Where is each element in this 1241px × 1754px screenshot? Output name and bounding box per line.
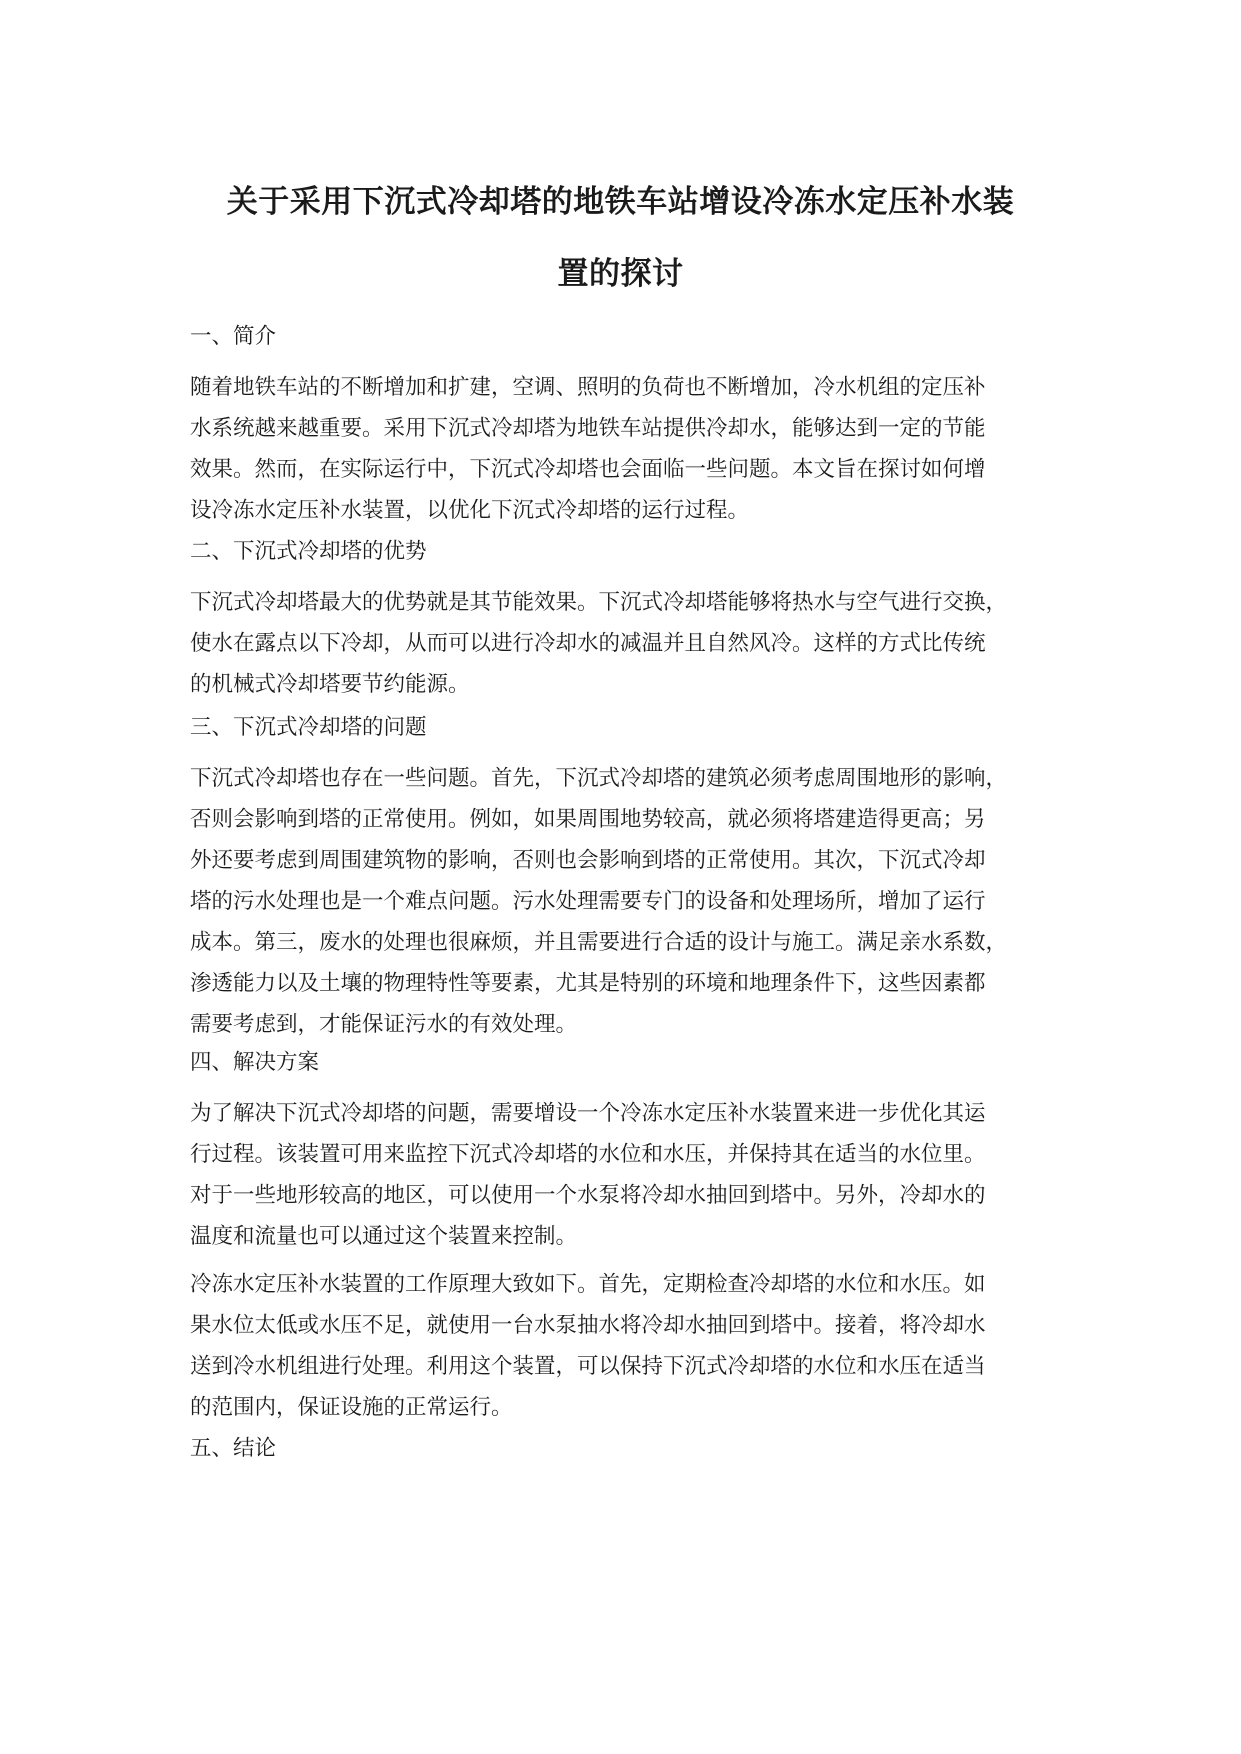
paragraph-line: 否则会影响到塔的正常使用。例如，如果周围地势较高，就必须将塔建造得更高；另 bbox=[190, 807, 986, 832]
document-title-line-1: 关于采用下沉式冷却塔的地铁车站增设冷冻水定压补水装 bbox=[226, 184, 1015, 220]
section-heading-solution: 四、解决方案 bbox=[190, 1050, 320, 1075]
paragraph-line: 下沉式冷却塔最大的优势就是其节能效果。下沉式冷却塔能够将热水与空气进行交换， bbox=[190, 590, 1008, 615]
paragraph-advantages bbox=[190, 582, 1070, 705]
paragraph-line: 渗透能力以及土壤的物理特性等要素，尤其是特别的环境和地理条件下，这些因素都 bbox=[190, 971, 986, 996]
paragraph-line: 外还要考虑到周围建筑物的影响，否则也会影响到塔的正常使用。其次，下沉式冷却 bbox=[190, 848, 986, 873]
paragraph-line: 水系统越来越重要。采用下沉式冷却塔为地铁车站提供冷却水，能够达到一定的节能 bbox=[190, 416, 986, 441]
paragraph-line: 使水在露点以下冷却，从而可以进行冷却水的减温并且自然风冷。这样的方式比传统 bbox=[190, 631, 986, 656]
paragraph-line: 塔的污水处理也是一个难点问题。污水处理需要专门的设备和处理场所，增加了运行 bbox=[190, 889, 986, 914]
section-heading-intro: 一、简介 bbox=[190, 324, 277, 349]
paragraph-intro bbox=[190, 367, 1070, 531]
paragraph-line: 随着地铁车站的不断增加和扩建，空调、照明的负荷也不断增加，冷水机组的定压补 bbox=[190, 375, 986, 400]
paragraph-line: 为了解决下沉式冷却塔的问题，需要增设一个冷冻水定压补水装置来进一步优化其运 bbox=[190, 1101, 986, 1126]
paragraph-line: 果水位太低或水压不足，就使用一台水泵抽水将冷却水抽回到塔中。接着，将冷却水 bbox=[190, 1313, 986, 1338]
document-title-line-2: 置的探讨 bbox=[557, 256, 684, 292]
paragraph-line: 效果。然而，在实际运行中，下沉式冷却塔也会面临一些问题。本文旨在探讨如何增 bbox=[190, 457, 986, 482]
paragraph-solution-2 bbox=[190, 1264, 1070, 1428]
paragraph-line: 冷冻水定压补水装置的工作原理大致如下。首先，定期检查冷却塔的水位和水压。如 bbox=[190, 1272, 986, 1297]
paragraph-line: 对于一些地形较高的地区，可以使用一个水泵将冷却水抽回到塔中。另外，冷却水的 bbox=[190, 1183, 986, 1208]
paragraph-line: 成本。第三，废水的处理也很麻烦，并且需要进行合适的设计与施工。满足亲水系数， bbox=[190, 930, 1008, 955]
section-heading-problems: 三、下沉式冷却塔的问题 bbox=[190, 715, 427, 740]
paragraph-line: 行过程。该装置可用来监控下沉式冷却塔的水位和水压，并保持其在适当的水位里。 bbox=[190, 1142, 986, 1167]
paragraph-line: 的机械式冷却塔要节约能源。 bbox=[190, 672, 470, 697]
paragraph-line: 设冷冻水定压补水装置，以优化下沉式冷却塔的运行过程。 bbox=[190, 498, 750, 523]
section-heading-conclusion: 五、结论 bbox=[190, 1436, 277, 1461]
paragraph-line: 的范围内，保证设施的正常运行。 bbox=[190, 1395, 513, 1420]
paragraph-line: 下沉式冷却塔也存在一些问题。首先，下沉式冷却塔的建筑必须考虑周围地形的影响， bbox=[190, 766, 1008, 791]
paragraph-line: 需要考虑到，才能保证污水的有效处理。 bbox=[190, 1012, 578, 1037]
paragraph-solution-1 bbox=[190, 1093, 1070, 1257]
section-heading-advantages: 二、下沉式冷却塔的优势 bbox=[190, 539, 427, 564]
paragraph-line: 温度和流量也可以通过这个装置来控制。 bbox=[190, 1224, 578, 1249]
paragraph-problems bbox=[190, 758, 1070, 1045]
paragraph-line: 送到冷水机组进行处理。利用这个装置，可以保持下沉式冷却塔的水位和水压在适当 bbox=[190, 1354, 986, 1379]
